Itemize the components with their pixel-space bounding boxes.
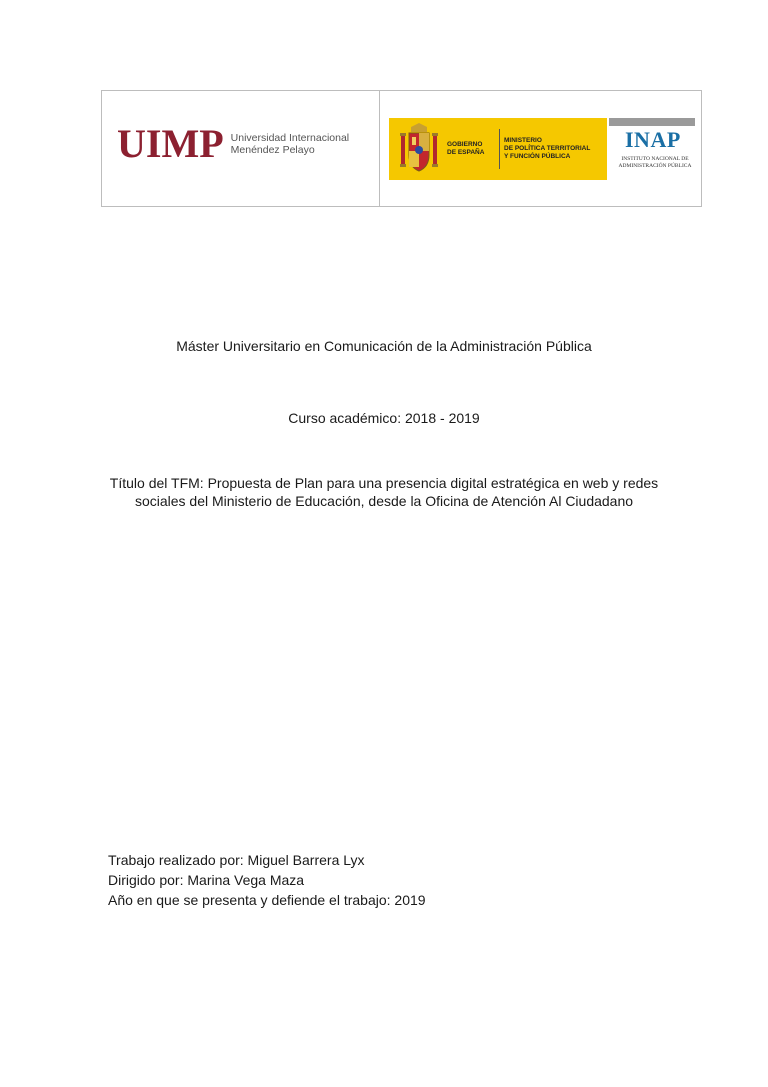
master-name: Máster Universitario en Comunicación de la Administración Pública xyxy=(176,338,592,354)
ministerio-line2: DE POLÍTICA TERRITORIAL xyxy=(504,145,591,152)
uimp-mark: UIMP xyxy=(117,121,224,166)
author-line: Trabajo realizado por: Miguel Barrera Lyx xyxy=(108,852,365,868)
inap-logo xyxy=(609,118,695,180)
gobierno-line2: DE ESPAÑA xyxy=(447,149,485,156)
credits-block xyxy=(108,850,426,910)
gobierno-line1: GOBIERNO xyxy=(447,141,483,148)
government-logo-cell xyxy=(380,91,701,206)
tfm-title xyxy=(104,474,664,510)
inap-line1: INSTITUTO NACIONAL DE xyxy=(621,156,689,162)
academic-course: Curso académico: 2018 - 2019 xyxy=(288,410,480,426)
inap-line2: ADMINISTRACIÓN PÚBLICA xyxy=(618,163,692,169)
spain-crest-icon xyxy=(399,123,439,175)
gobierno-divider xyxy=(499,129,500,169)
uimp-name-line1: Universidad Internacional xyxy=(230,132,350,144)
year-line: Año en que se presenta y defiende el trabajo: 2019 xyxy=(108,892,426,908)
uimp-name xyxy=(231,132,349,156)
ministerio-text xyxy=(504,137,604,161)
tfm-title-line1: Título del TFM: Propuesta de Plan para una presencia digital estratégica en web y redes xyxy=(109,475,659,491)
uimp-logo xyxy=(117,121,350,166)
uimp-logo-cell xyxy=(102,91,380,206)
uimp-name-line2: Menéndez Pelayo xyxy=(230,144,315,156)
gobierno-logo xyxy=(389,118,607,180)
inap-subtitle xyxy=(615,156,695,170)
gobierno-text xyxy=(447,141,493,157)
inap-mark: INAP xyxy=(625,127,681,152)
logo-header xyxy=(101,90,702,207)
director-line: Dirigido por: Marina Vega Maza xyxy=(108,872,305,888)
inap-bar xyxy=(609,118,695,126)
tfm-title-line2: sociales del Ministerio de Educación, desde la Oficina de Atención Al Ciudadano xyxy=(134,493,634,509)
ministerio-line3: Y FUNCIÓN PÚBLICA xyxy=(504,153,571,160)
ministerio-line1: MINISTERIO xyxy=(504,137,542,144)
